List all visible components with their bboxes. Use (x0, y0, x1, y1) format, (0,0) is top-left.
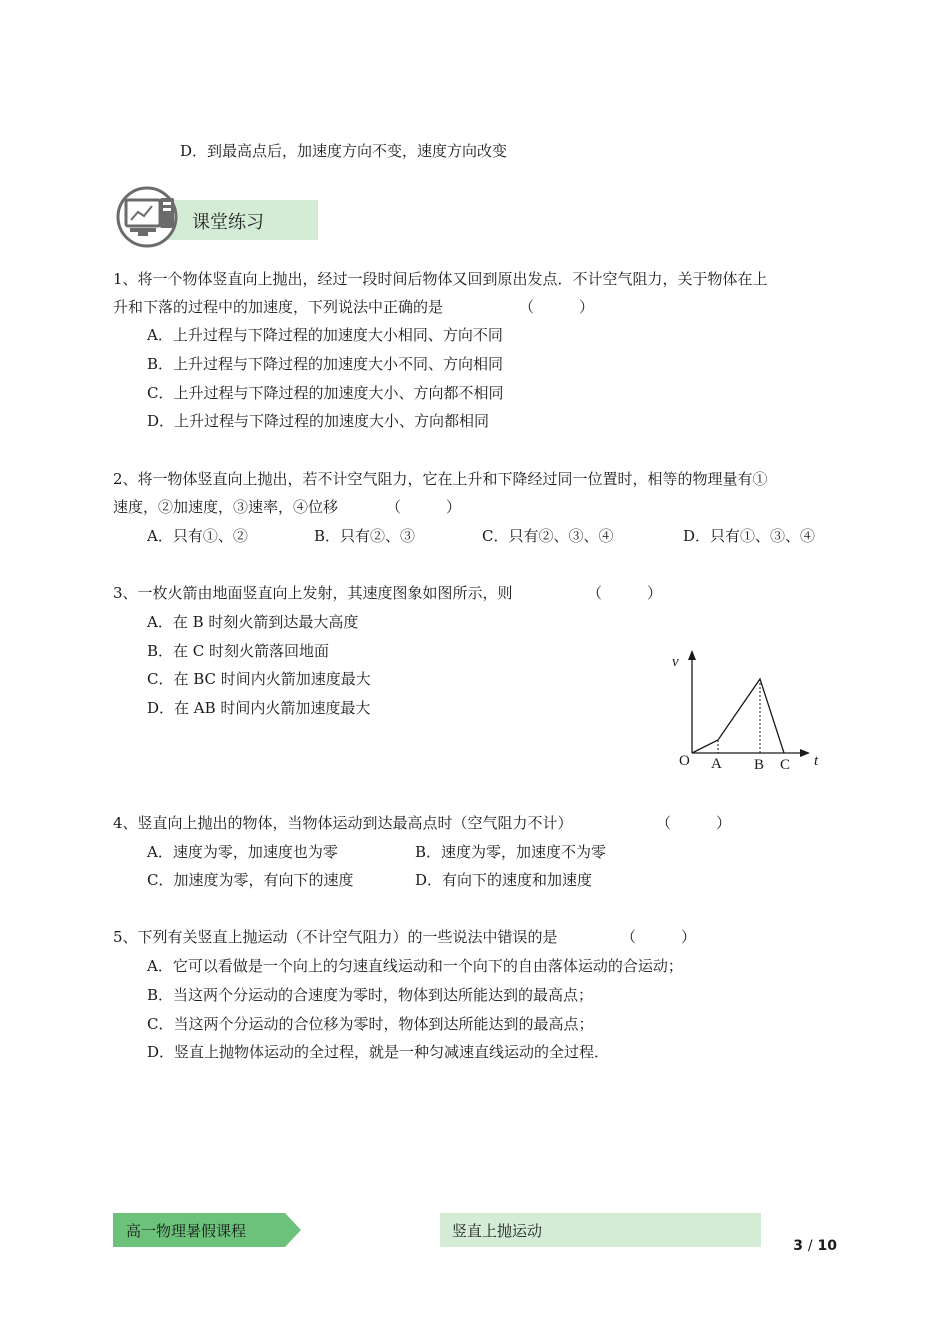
x-axis-arrow-icon (800, 749, 810, 757)
prev-option-d: D．到最高点后，加速度方向不变，速度方向改变 (180, 142, 508, 160)
x-axis-label: t (814, 753, 819, 769)
section-title: 课堂练习 (192, 212, 264, 233)
footer-topic-title: 竖直上抛运动 (452, 1222, 543, 1240)
page-separator: / (807, 1238, 813, 1254)
question-4-option-d: D．有向下的速度和加速度 (415, 871, 593, 889)
question-5-stem: 5、下列有关竖直上抛运动（不计空气阻力）的一些说法中错误的是 (113, 928, 558, 946)
question-5-option-b: B．当这两个分运动的合速度为零时，物体到达所能达到的最高点； (147, 986, 594, 1004)
question-2-option-b: B．只有②、③ (314, 527, 416, 545)
section-header (116, 186, 318, 248)
page-number (793, 1238, 837, 1254)
point-label-c: C (780, 757, 791, 773)
question-1-option-b: B．上升过程与下降过程的加速度大小不同、方向相同 (147, 355, 504, 373)
question-1-option-c: C．上升过程与下降过程的加速度大小、方向都不相同 (147, 384, 504, 402)
point-label-a: A (711, 756, 722, 772)
question-4-option-b: B．速度为零，加速度不为零 (415, 843, 607, 861)
point-label-b: B (754, 757, 765, 773)
origin-label: O (679, 753, 690, 769)
footer-course-title: 高一物理暑假课程 (126, 1222, 247, 1240)
velocity-time-graph (668, 648, 838, 778)
question-5-option-a: A．它可以看做是一个向上的匀速直线运动和一个向下的自由落体运动的合运动； (147, 957, 683, 975)
y-axis-label: v (672, 654, 679, 670)
section-title-band (168, 200, 318, 240)
question-2-stem-line-1: 2、将一物体竖直向上抛出，若不计空气阻力，它在上升和下降经过同一位置时，相等的物理量有① (113, 470, 768, 488)
question-5-option-c: C．当这两个分运动的合位移为零时，物体到达所能达到的最高点； (147, 1015, 594, 1033)
question-5-answer-blank: （ ） (621, 928, 697, 946)
question-3-option-d: D．在 AB 时间内火箭加速度最大 (147, 699, 371, 717)
monitor-chart-icon (116, 186, 186, 248)
question-4-option-c: C．加速度为零，有向下的速度 (147, 871, 354, 889)
question-1-option-d: D．上升过程与下降过程的加速度大小、方向都相同 (147, 412, 490, 430)
question-2-option-a: A．只有①、② (147, 527, 248, 545)
question-3-option-c: C．在 BC 时间内火箭加速度最大 (147, 670, 371, 688)
question-1-answer-blank: （ ） (519, 298, 595, 316)
question-1-stem-line-2: 升和下落的过程中的加速度，下列说法中正确的是 (113, 298, 444, 316)
question-2-answer-blank: （ ） (386, 498, 462, 516)
question-3-option-b: B．在 C 时刻火箭落回地面 (147, 642, 330, 660)
question-3-answer-blank: （ ） (587, 584, 663, 602)
footer-course-tag (113, 1213, 301, 1247)
question-2-option-c: C．只有②、③、④ (482, 527, 614, 545)
question-1-option-a: A．上升过程与下降过程的加速度大小相同、方向不同 (147, 326, 503, 344)
question-4-answer-blank: （ ） (656, 814, 732, 832)
velocity-curve (692, 679, 784, 753)
question-5-option-d: D．竖直上抛物体运动的全过程，就是一种匀减速直线运动的全过程． (147, 1043, 610, 1061)
question-1-stem-line-1: 1、将一个物体竖直向上抛出，经过一段时间后物体又回到原出发点．不计空气阻力，关于物体在上 (113, 270, 768, 288)
question-4-option-a: A．速度为零，加速度也为零 (147, 843, 338, 861)
y-axis-arrow-icon (688, 650, 696, 660)
question-4-stem: 4、竖直向上抛出的物体，当物体运动到达最高点时（空气阻力不计） (113, 814, 573, 832)
question-2-option-d: D．只有①、③、④ (683, 527, 816, 545)
page-total: 10 (817, 1238, 837, 1254)
question-3-stem: 3、一枚火箭由地面竖直向上发射，其速度图象如图所示，则 (113, 584, 513, 602)
footer-topic-band (440, 1213, 761, 1247)
question-3-option-a: A．在 B 时刻火箭到达最大高度 (147, 613, 359, 631)
question-2-stem-line-2: 速度，②加速度，③速率，④位移 (113, 498, 339, 516)
page-current: 3 (793, 1238, 804, 1254)
